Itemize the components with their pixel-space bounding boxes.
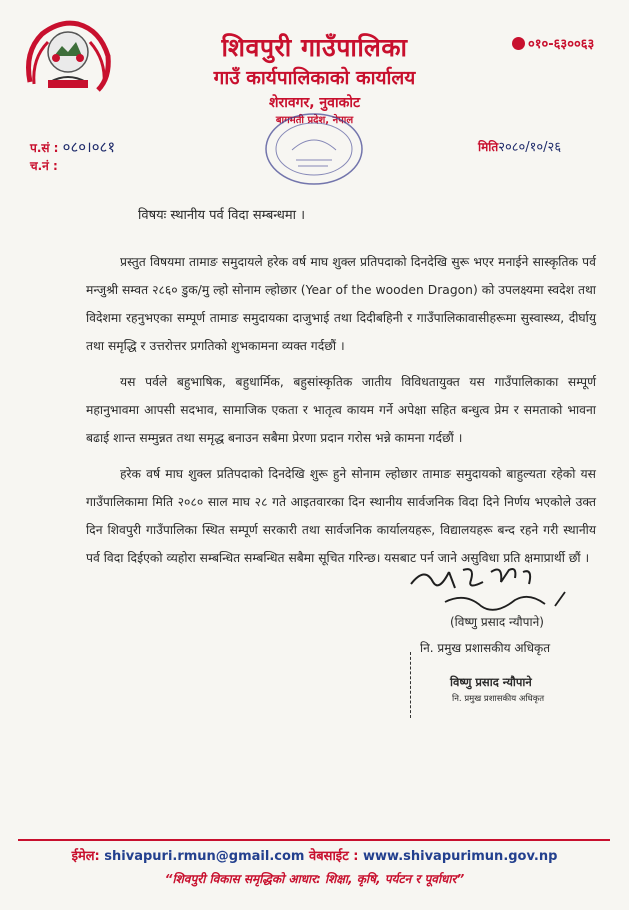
signatory-name: (विष्णु प्रसाद न्यौपाने)	[450, 615, 544, 629]
letter-number	[30, 137, 115, 157]
date-label: मिति	[478, 140, 499, 154]
office-stamp	[262, 110, 366, 188]
subject-line: विषयः स्थानीय पर्व विदा सम्बन्धमा ।	[138, 208, 306, 223]
name-stamp: विष्णु प्रसाद न्यौपाने	[450, 675, 532, 689]
office-subtitle: गाउँ कार्यपालिकाको कार्यालय	[213, 67, 416, 89]
letter-number-label: प.सं :	[30, 141, 59, 155]
date-value: २०८०/१०/२६	[498, 140, 562, 155]
office-address: शेरावगर, नुवाकोट	[268, 95, 361, 111]
stamp-bracket	[410, 652, 419, 718]
office-title: शिवपुरी गाउँपालिका	[221, 33, 408, 62]
name-stamp-title: नि. प्रमुख प्रशासकीय अधिकृत	[452, 694, 545, 704]
phone-icon	[512, 37, 525, 50]
body-paragraph-2: यस पर्वले बहुभाषिक, बहुधार्मिक, बहुसांस्कृतिक जातीय विविधतायुक्त यस गाउँपालिकाका सम्पूर्ण महानुभावमा आपसी सदभाव, सामाजिक एकता र भातृत्व कायम गर्ने अपेक्षा सहित बन्धुत्व प्रेम र समताको भावना बढाई शान्त सम्मुन्नत तथा समृद्ध बनाउन सबैमा प्रेरणा प्रदान गरोस भन्ने कामना गर्दछौं ।	[86, 375, 596, 445]
phone-number: ०१०-६३००६३	[528, 37, 595, 52]
signatory-title: नि. प्रमुख प्रशासकीय अधिकृत	[420, 641, 551, 655]
footer-contact	[0, 846, 629, 864]
body-paragraph-3: हरेक वर्ष माघ शुक्ल प्रतिपदाको दिनदेखि शुरू हुने सोनाम ल्होछार तामाङ समुदायको बाहुल्यता रहेको यस गाउँपालिकामा मिति २०८० साल माघ २८ गते आइतवारका दिन स्थानीय सार्वजनिक विदा दिने निर्णय भएकोले उक्त दिन शिवपुरी गाउँपालिका स्थित सम्पूर्ण सरकारी तथा सार्वजनिक कार्यालयहरू, विद्यालयहरू बन्द रहने गरी स्थानीय पर्व विदा दिईएको व्यहोरा सम्बन्धित सम्बन्धित सबैमा सूचित गरिन्छ। यसबाट पर्न जाने असुविधा प्रति क्षमाप्रार्थी छौं ।	[86, 467, 596, 565]
letter-number-value: ०८०।०८१	[62, 138, 116, 156]
dispatch-number-label: च.नं :	[30, 159, 58, 173]
letter-body	[86, 248, 596, 580]
email-label: ईमेल:	[71, 849, 100, 864]
footer-tagline: “शिवपुरी विकास समृद्धिको आधार: शिक्षा, कृषि, पर्यटन र पूर्वाधार”	[164, 872, 465, 886]
website-label: वेबसाईट :	[309, 849, 359, 864]
body-paragraph-1: प्रस्तुत विषयमा तामाङ समुदायले हरेक वर्ष माघ शुक्ल प्रतिपदाको दिनदेखि सुरू भएर मनाईने सास्कृतिक पर्व मन्जुश्री सम्वत २८६० डुक/मु ल्हो सोनाम ल्होछार (Year of the wooden Dragon) को उपलक्ष्यमा स्वदेश तथा विदेशमा रहनुभएका सम्पूर्ण तामाङ समुदायका दाजुभाई तथा दिदीबहिनी र गाउँपालिकावासीहरूमा सुस्वास्थ्य, दीर्घायु तथा समृद्धि र उत्तरोत्तर प्रगतिको शुभकामना व्यक्त गर्दछौं ।	[86, 255, 596, 353]
office-province: बागमती प्रदेश, नेपाल	[275, 115, 354, 126]
phone-contact	[512, 34, 594, 52]
footer-divider	[18, 839, 610, 841]
letter-date	[478, 137, 561, 155]
website-link[interactable]: www.shivapurimun.gov.np	[363, 849, 558, 864]
email-link[interactable]: shivapuri.rmun@gmail.com	[104, 849, 305, 864]
